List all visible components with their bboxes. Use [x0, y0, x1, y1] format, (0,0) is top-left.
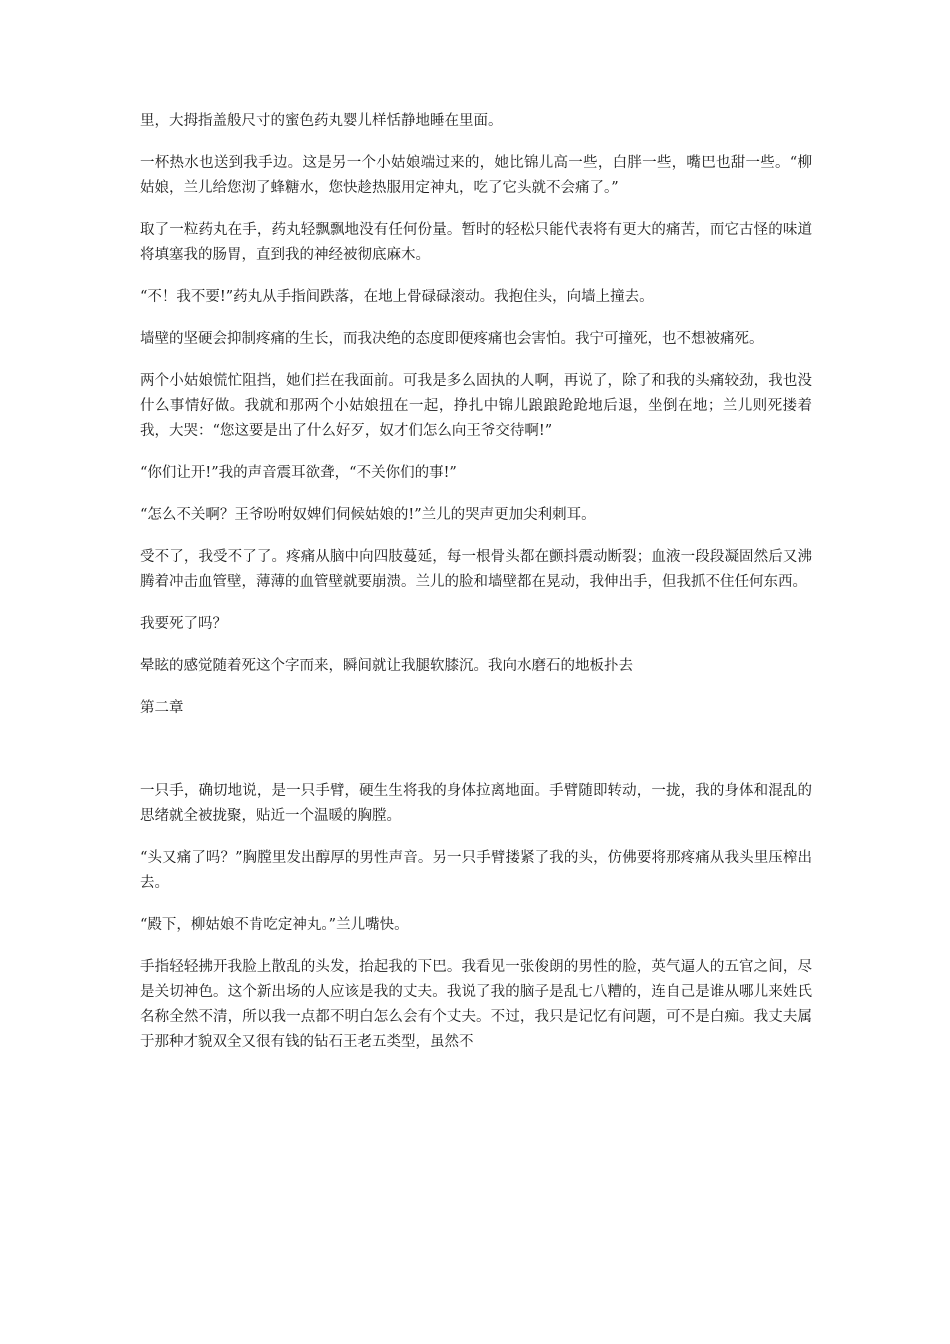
- paragraph: “殿下，柳姑娘不肯吃定神丸。”兰儿嘴快。: [140, 917, 409, 933]
- paragraph: 两个小姑娘慌忙阻挡，她们拦在我面前。可我是多么固执的人啊，再说了，除了和我的头痛较劲，我也没什么事情好做。我就和那两个小姑娘扭在一起，挣扎中锦儿踉踉跄跄地后退，坐倒在地；兰儿则死搂着我，大哭：“您这要是出了什么好歹，奴才们怎么向王爷交待啊!”: [140, 373, 812, 439]
- paragraph: 取了一粒药丸在手，药丸轻飘飘地没有任何份量。暂时的轻松只能代表将有更大的痛苦，而它古怪的味道将填塞我的肠胃，直到我的神经被彻底麻木。: [140, 222, 812, 263]
- paragraph: 受不了，我受不了了。疼痛从脑中向四肢蔓延，每一根骨头都在颤抖震动断裂；血液一段段凝固然后又沸腾着冲击血管壁，薄薄的血管壁就要崩溃。兰儿的脸和墙壁都在晃动，我伸出手，但我抓不住任何东西。: [140, 549, 812, 590]
- paragraph: “你们让开!”我的声音震耳欲聋，“不关你们的事!”: [140, 465, 457, 481]
- document-page: [140, 109, 812, 1072]
- paragraph: “不！我不要!”药丸从手指间跌落，在地上骨碌碌滚动。我抱住头，向墙上撞去。: [140, 289, 654, 305]
- paragraph: “头又痛了吗？”胸膛里发出醇厚的男性声音。另一只手臂搂紧了我的头，仿佛要将那疼痛从我头里压榨出去。: [140, 850, 812, 891]
- paragraph: 晕眩的感觉随着死这个字而来，瞬间就让我腿软膝沉。我向水磨石的地板扑去: [140, 658, 633, 674]
- paragraph: 里，大拇指盖般尺寸的蜜色药丸婴儿样恬静地睡在里面。: [140, 113, 503, 129]
- paragraph: 我要死了吗？: [140, 616, 227, 632]
- paragraph: 一杯热水也送到我手边。这是另一个小姑娘端过来的，她比锦儿高一些，白胖一些，嘴巴也甜一些。“柳姑娘，兰儿给您沏了蜂糖水，您快趁热服用定神丸，吃了它头就不会痛了。”: [140, 155, 812, 196]
- chapter-heading: 第二章: [140, 700, 184, 716]
- paragraph: 手指轻轻拂开我脸上散乱的头发，抬起我的下巴。我看见一张俊朗的男性的脸，英气逼人的五官之间，尽是关切神色。这个新出场的人应该是我的丈夫。我说了我的脑子是乱七八糟的，连自己是谁从哪儿来姓氏名称全然不清，所以我一点都不明白怎么会有个丈夫。不过，我只是记忆有问题，可不是白痴。我丈夫属于那种才貌双全又很有钱的钻石王老五类型，虽然不: [140, 959, 812, 1050]
- paragraph: 一只手，确切地说，是一只手臂，硬生生将我的身体拉离地面。手臂随即转动，一拢，我的身体和混乱的思绪就全被拢聚，贴近一个温暖的胸膛。: [140, 783, 812, 824]
- paragraph: 墙壁的坚硬会抑制疼痛的生长，而我决绝的态度即便疼痛也会害怕。我宁可撞死，也不想被痛死。: [140, 331, 764, 347]
- paragraph: “怎么不关啊？王爷吩咐奴婢们伺候姑娘的!”兰儿的哭声更加尖利刺耳。: [140, 507, 596, 523]
